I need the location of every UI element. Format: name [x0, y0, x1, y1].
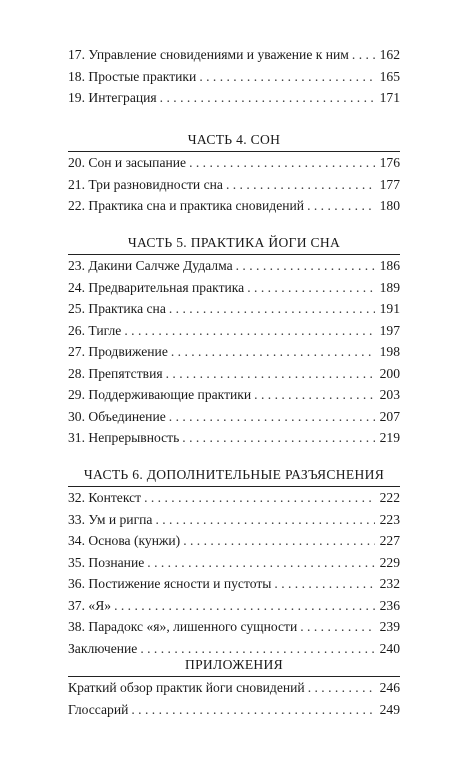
toc-entry-title: 36. Постижение ясности и пустоты: [68, 576, 272, 591]
toc-entry[interactable]: [68, 573, 400, 595]
dot-leader: [147, 552, 375, 574]
toc-entry-page: 198: [379, 344, 400, 359]
toc-entry-page: 223: [379, 511, 400, 527]
dot-leader: [254, 384, 375, 406]
toc-entry-page: 200: [379, 365, 400, 381]
toc-entry[interactable]: [68, 699, 400, 721]
toc-part-4: [68, 129, 400, 217]
toc-entry[interactable]: [68, 509, 400, 531]
toc-entry[interactable]: [68, 406, 400, 428]
dot-leader: [226, 174, 375, 196]
toc-entry-title: Глоссарий: [68, 701, 129, 717]
toc-entry[interactable]: [68, 320, 400, 342]
dot-leader: [169, 298, 375, 320]
toc-entry-title: 20. Сон и засыпание: [68, 155, 187, 170]
toc-entry[interactable]: [68, 427, 400, 449]
dot-leader: [300, 616, 375, 638]
toc-entry-title: 26. Тигле: [68, 322, 122, 338]
toc-entry-page: 197: [379, 322, 400, 338]
toc-appendices: [68, 654, 400, 720]
toc-entry-page: 240: [379, 640, 400, 656]
dot-leader: [352, 44, 375, 66]
toc-entry-page: 191: [379, 301, 400, 316]
toc-entry[interactable]: [68, 530, 400, 552]
toc-entry[interactable]: [68, 595, 400, 617]
toc-entry[interactable]: [68, 152, 400, 174]
toc-entry-title: 18. Простые практики: [68, 68, 197, 84]
toc-entry-title: 21. Три разновидности сна: [68, 176, 223, 192]
toc-entry-title: 32. Контекст: [68, 490, 142, 505]
toc-entry[interactable]: [68, 66, 400, 88]
dot-leader: [166, 363, 375, 385]
dot-leader: [155, 509, 375, 531]
dot-leader: [160, 87, 375, 109]
toc-entry-page: 227: [379, 533, 400, 548]
toc-entry-page: 189: [379, 279, 400, 295]
toc-entry-title: 23. Дакини Салчже Дудалма: [68, 258, 233, 273]
dot-leader: [247, 277, 375, 299]
dot-leader: [236, 255, 375, 277]
toc-entry-page: 176: [379, 155, 400, 170]
toc-entry[interactable]: [68, 44, 400, 66]
dot-leader: [169, 406, 375, 428]
toc-entry-title: 27. Продвижение: [68, 344, 168, 359]
toc-entry-title: 29. Поддерживающие практики: [68, 387, 252, 402]
dot-leader: [124, 320, 375, 342]
toc-entry-title: 25. Практика сна: [68, 301, 166, 316]
toc-entry[interactable]: [68, 384, 400, 406]
toc-entry-title: 19. Интеграция: [68, 90, 157, 105]
toc-entry[interactable]: [68, 487, 400, 509]
toc-entry[interactable]: [68, 552, 400, 574]
dot-leader: [199, 66, 375, 88]
toc-entry-page: 177: [379, 176, 400, 192]
toc-entry-page: 229: [379, 554, 400, 570]
dot-leader: [274, 573, 375, 595]
toc-entry-page: 222: [379, 490, 400, 505]
toc-entry-title: Заключение: [68, 640, 138, 656]
toc-entry[interactable]: [68, 195, 400, 217]
toc-entry[interactable]: [68, 87, 400, 109]
toc-entry-page: 162: [379, 47, 400, 62]
toc-entry-title: 22. Практика сна и практика сновидений: [68, 198, 305, 213]
toc-entry-page: 239: [379, 619, 400, 634]
toc-entry-page: 180: [379, 198, 400, 213]
toc-part-5: [68, 232, 400, 449]
toc-entry[interactable]: [68, 677, 400, 699]
dot-leader: [308, 677, 375, 699]
toc-entry[interactable]: [68, 616, 400, 638]
toc-entry[interactable]: [68, 277, 400, 299]
toc-part-6: [68, 464, 400, 659]
toc-entry-title: Краткий обзор практик йоги сновидений: [68, 680, 305, 695]
toc-entry-title: 30. Объединение: [68, 408, 166, 424]
toc-entry[interactable]: [68, 174, 400, 196]
dot-leader: [171, 341, 375, 363]
toc-entry[interactable]: [68, 341, 400, 363]
dot-leader: [131, 699, 375, 721]
toc-continued-section: [68, 44, 400, 109]
toc-entry-title: 35. Познание: [68, 554, 145, 570]
toc-entry-page: 165: [379, 68, 400, 84]
part-heading: ПРИЛОЖЕНИЯ: [184, 657, 284, 672]
toc-entry-page: 249: [379, 701, 400, 717]
part-heading: ЧАСТЬ 6. ДОПОЛНИТЕЛЬНЫЕ РАЗЪЯСНЕНИЯ: [83, 467, 385, 482]
toc-entry[interactable]: [68, 255, 400, 277]
toc-entry-title: 38. Парадокс «я», лишенного сущности: [68, 619, 298, 634]
toc-entry-page: 171: [379, 90, 400, 105]
toc-entry-page: 207: [379, 408, 400, 424]
toc-entry-title: 17. Управление сновидениями и уважение к ним: [68, 47, 349, 62]
dot-leader: [144, 487, 375, 509]
toc-entry-page: 203: [379, 387, 400, 402]
toc-entry-page: 186: [379, 258, 400, 273]
dot-leader: [307, 195, 375, 217]
toc-entry[interactable]: [68, 363, 400, 385]
toc-entry-title: 24. Предварительная практика: [68, 279, 245, 295]
dot-leader: [182, 427, 375, 449]
toc-entry[interactable]: [68, 298, 400, 320]
part-heading: ЧАСТЬ 4. СОН: [187, 132, 281, 147]
part-heading: ЧАСТЬ 5. ПРАКТИКА ЙОГИ СНА: [127, 235, 341, 250]
toc-entry-page: 236: [379, 597, 400, 613]
dot-leader: [189, 152, 375, 174]
toc-entry-title: 37. «Я»: [68, 597, 112, 613]
dot-leader: [114, 595, 375, 617]
toc-entry-page: 232: [379, 576, 400, 591]
toc-entry-title: 31. Непрерывность: [68, 430, 180, 445]
dot-leader: [183, 530, 375, 552]
toc-entry-title: 28. Препятствия: [68, 365, 163, 381]
toc-entry-page: 246: [379, 680, 400, 695]
toc-entry-title: 34. Основа (кунжи): [68, 533, 181, 548]
toc-entry-title: 33. Ум и ригпа: [68, 511, 153, 527]
toc-entry-page: 219: [379, 430, 400, 445]
